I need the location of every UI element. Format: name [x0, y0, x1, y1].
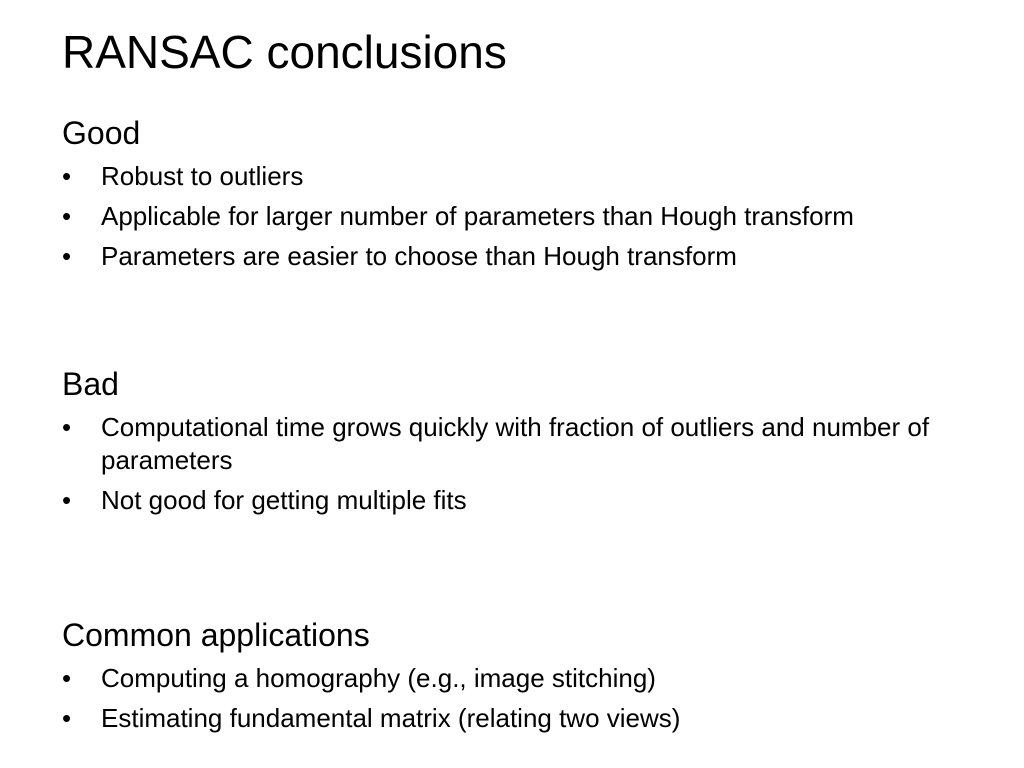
bullet-icon: • — [62, 485, 72, 515]
section-good — [62, 113, 962, 273]
bullet-item — [62, 411, 962, 477]
section-heading-common-applications: Common applications — [62, 617, 370, 653]
section-heading-bad: Bad — [62, 366, 119, 402]
bullet-text: Robust to outliers — [101, 161, 304, 191]
bullet-item — [62, 160, 962, 193]
bullet-item — [62, 240, 962, 273]
bullet-text: Computational time grows quickly with fraction of outliers and number of parameters — [101, 412, 930, 475]
slide-title: RANSAC conclusions — [62, 26, 507, 78]
bullet-text: Not good for getting multiple fits — [101, 485, 467, 515]
bullet-list-good — [62, 160, 962, 273]
bullet-icon: • — [62, 161, 72, 191]
bullet-item — [62, 702, 962, 735]
bullet-icon: • — [62, 412, 72, 442]
section-common-applications — [62, 615, 962, 735]
bullet-item — [62, 484, 962, 517]
bullet-text: Parameters are easier to choose than Hough transform — [101, 241, 737, 271]
bullet-icon: • — [62, 201, 72, 231]
bullet-item — [62, 662, 962, 695]
bullet-text: Estimating fundamental matrix (relating two views) — [101, 703, 681, 733]
bullet-item — [62, 200, 962, 233]
section-heading-good: Good — [62, 115, 141, 151]
bullet-text: Applicable for larger number of parameters than Hough transform — [101, 201, 854, 231]
bullet-list-common-applications — [62, 662, 962, 735]
section-bad — [62, 364, 962, 517]
bullet-text: Computing a homography (e.g., image stitching) — [101, 663, 656, 693]
bullet-list-bad — [62, 411, 962, 517]
bullet-icon: • — [62, 703, 72, 733]
bullet-icon: • — [62, 663, 72, 693]
bullet-icon: • — [62, 241, 72, 271]
